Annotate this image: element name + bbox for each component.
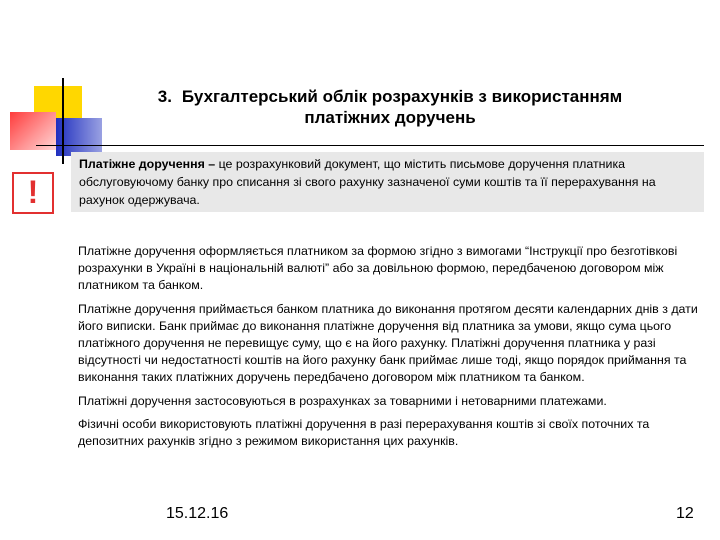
body-paragraph-3: Платіжні доручення застосовуються в розрахунках за товарними і нетоварними платежами. <box>78 393 607 408</box>
title-line-1 <box>110 86 670 107</box>
slide-body <box>78 243 703 456</box>
slide-date: 15.12.16 <box>166 505 229 522</box>
title-text-1: Бухгалтерський облік розрахунків з використанням <box>181 87 623 106</box>
definition-text: це розрахунковий документ, що містить письмове доручення платника обслуговуючому банку про списання зі свого рахунку зазначеної суми коштів та її перерахування на рахунок одержувача. <box>79 157 656 207</box>
definition-box <box>71 152 704 212</box>
exclamation-icon: ! <box>12 172 54 214</box>
title-line-2: платіжних доручень <box>304 108 476 127</box>
section-number: 3. <box>157 87 172 106</box>
definition-term: Платіжне доручення – <box>79 157 216 171</box>
body-paragraph-4: Фізичні особи використовують платіжні доручення в разі перерахування коштів зі своїх поточних та депозитних рахунків згідно з режимом використання цих рахунків. <box>78 416 650 449</box>
decor-vertical-line <box>62 78 64 164</box>
slide-title <box>110 86 670 128</box>
slide-page-number: 12 <box>676 505 694 522</box>
body-paragraph-2: Платіжне доручення приймається банком платника до виконання протягом десяти календарних днів з дати його виписки. Банк приймає до виконання платіжне доручення від платника за умови, якщо сума цього платіжного доручення не перевищує суму, що є на його рахунку. Платіжні доручення платника у разі відсутності чи недостатності коштів на його рахунку банк приймає лише тоді, якщо порядок приймання та виконання таких платіжних доручень передбачено договором між платником та банком. <box>78 301 698 385</box>
body-paragraph-1: Платіжне доручення оформляється платником за формою згідно з вимогами “Інструкції про безготівкові розрахунки в Україні в національній валюті” або за довільною формою, передбаченою договором між платником та банком. <box>78 244 678 293</box>
title-divider-line <box>36 145 704 146</box>
